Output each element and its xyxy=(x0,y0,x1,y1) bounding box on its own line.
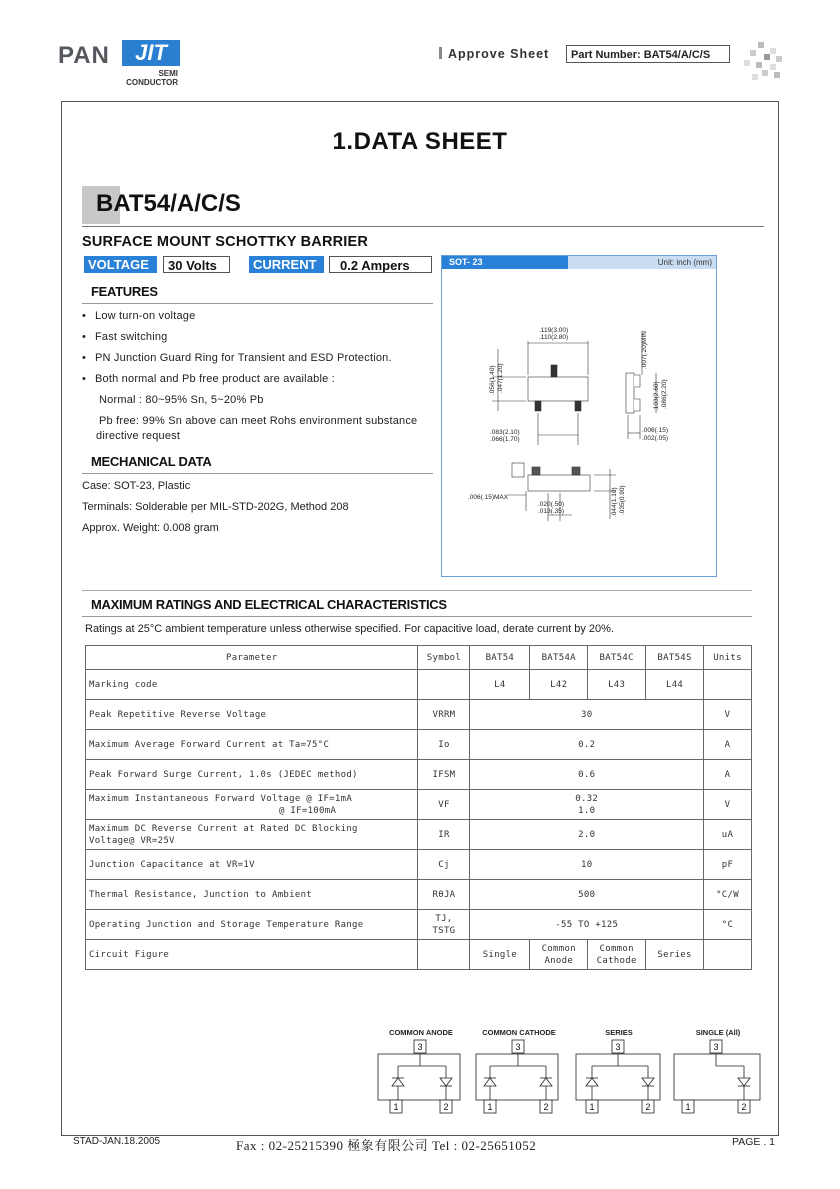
pin-label: 2 xyxy=(645,1102,651,1112)
table-row xyxy=(86,880,752,910)
mechanical-heading: MECHANICAL DATA xyxy=(91,454,212,469)
value-cell: L4 xyxy=(470,670,530,700)
ratings-divider xyxy=(82,616,752,617)
symbol-cell: VRRM xyxy=(418,700,470,730)
feature-item: • Both normal and Pb free product are available : xyxy=(82,373,335,385)
table-row xyxy=(86,790,752,820)
mechanical-line: Case: SOT-23, Plastic xyxy=(82,480,191,492)
feature-item: • Fast switching xyxy=(82,331,168,343)
footer-doc-id: STAD-JAN.18.2005 xyxy=(73,1136,161,1147)
symbol-cell xyxy=(418,940,470,970)
value-cell: 500 xyxy=(470,880,704,910)
table-header-row xyxy=(86,646,752,670)
value-cell: Single xyxy=(470,940,530,970)
value-cell: 30 xyxy=(470,700,704,730)
param-line: Maximum DC Reverse Current at Rated DC Blocking xyxy=(89,823,358,834)
param-cell: Circuit Figure xyxy=(86,940,418,970)
feature-item: • Low turn-on voltage xyxy=(82,310,196,322)
unit-cell: A xyxy=(704,760,752,790)
feature-normal-line: Normal : 80~95% Sn, 5~20% Pb xyxy=(99,394,264,406)
logo-text-accent: JIT xyxy=(122,40,180,66)
dim-text: .007(.20)MIN xyxy=(641,331,648,369)
part-name: BAT54/A/C/S xyxy=(96,190,241,217)
param-cell: Junction Capacitance at VR=1V xyxy=(86,850,418,880)
dim-text: .103(2.60) xyxy=(653,381,660,411)
param-line-2: @ IF=100mA xyxy=(279,805,337,816)
param-cell: Peak Repetitive Reverse Voltage xyxy=(86,700,418,730)
pin-label: 3 xyxy=(515,1042,521,1052)
symbol-cell xyxy=(418,910,470,940)
dim-text: .083(2.10) xyxy=(490,429,520,436)
param-line: Maximum Instantaneous Forward Voltage @ IF=1mA xyxy=(89,793,353,804)
value-cell: 0.2 xyxy=(470,730,704,760)
column-header: BAT54S xyxy=(646,646,704,670)
package-unit: Unit: inch (mm) xyxy=(657,258,712,267)
circuit-label: COMMON CATHODE xyxy=(482,1028,556,1037)
param-cell: Peak Forward Surge Current, 1.0s (JEDEC method) xyxy=(86,760,418,790)
param-cell xyxy=(86,820,418,850)
unit-cell: A xyxy=(704,730,752,760)
mechanical-line: Terminals: Solderable per MIL-STD-202G, Method 208 xyxy=(82,501,349,513)
value-cell: -55 TO +125 xyxy=(470,910,704,940)
current-value-badge: 0.2 Ampers xyxy=(329,256,432,273)
logo-sub-line-2: CONDUCTOR xyxy=(126,78,178,87)
package-header xyxy=(442,256,716,269)
footer-page-number: PAGE . 1 xyxy=(732,1136,775,1148)
feature-pbfree-line-2: directive request xyxy=(96,430,181,442)
product-subtitle: SURFACE MOUNT SCHOTTKY BARRIER xyxy=(82,234,369,250)
value-cell: 2.0 xyxy=(470,820,704,850)
symbol-cell xyxy=(418,670,470,700)
mechanical-line: Approx. Weight: 0.008 gram xyxy=(82,522,219,534)
ratings-top-divider xyxy=(82,590,752,591)
ratings-table xyxy=(85,645,752,970)
dim-text: .013(.35) xyxy=(538,508,565,515)
unit-cell xyxy=(704,670,752,700)
column-header: Symbol xyxy=(418,646,470,670)
param-cell: Thermal Resistance, Junction to Ambient xyxy=(86,880,418,910)
table-row xyxy=(86,670,752,700)
pin-label: 2 xyxy=(741,1102,747,1112)
approve-sheet-label xyxy=(439,47,549,61)
pin-label: 1 xyxy=(487,1102,493,1112)
symbol-cell: IFSM xyxy=(418,760,470,790)
table-row xyxy=(86,820,752,850)
approve-bar-icon xyxy=(439,47,442,59)
current-label-badge: CURRENT xyxy=(249,256,324,273)
param-cell: Marking code xyxy=(86,670,418,700)
symbol-line: TJ, xyxy=(435,913,453,924)
feature-text: Low turn-on voltage xyxy=(95,310,196,322)
value-cell: L42 xyxy=(530,670,588,700)
mechanical-divider xyxy=(82,473,433,474)
symbol-cell: VF xyxy=(418,790,470,820)
dim-text: .044(1.10) xyxy=(611,487,618,517)
unit-cell: °C xyxy=(704,910,752,940)
approve-sheet-text: Approve Sheet xyxy=(448,47,550,61)
pin-label: 3 xyxy=(417,1042,423,1052)
unit-cell xyxy=(704,940,752,970)
dim-text: .002(.05) xyxy=(642,435,669,442)
param-cell: Operating Junction and Storage Temperature Range xyxy=(86,910,418,940)
value-cell: Common Cathode xyxy=(588,940,646,970)
circuit-label: SINGLE (All) xyxy=(695,1028,741,1037)
value-line: 0.32 xyxy=(575,793,599,804)
value-line-2: 1.0 xyxy=(578,805,596,816)
circuit-label: COMMON ANODE xyxy=(389,1028,453,1037)
unit-cell: pF xyxy=(704,850,752,880)
feature-text: PN Junction Guard Ring for Transient and ESD Protection. xyxy=(95,352,392,364)
checker-pattern-icon xyxy=(744,42,784,82)
package-drawing-box xyxy=(441,255,717,577)
value-cell: 0.6 xyxy=(470,760,704,790)
pin-label: 1 xyxy=(393,1102,399,1112)
feature-text: Fast switching xyxy=(95,331,168,343)
dim-text: .020(.50) xyxy=(538,501,565,508)
value-cell: Series xyxy=(646,940,704,970)
value-cell: L43 xyxy=(588,670,646,700)
unit-cell: °C/W xyxy=(704,880,752,910)
feature-item: • PN Junction Guard Ring for Transient and ESD Protection. xyxy=(82,352,392,364)
symbol-line-2: TSTG xyxy=(432,925,456,936)
logo-text-main: PAN xyxy=(58,42,110,69)
param-line-2: Voltage@ VR=25V xyxy=(89,835,175,846)
unit-cell: V xyxy=(704,700,752,730)
feature-text: Both normal and Pb free product are available : xyxy=(95,373,335,385)
pin-label: 3 xyxy=(713,1042,719,1052)
logo-sub-line-1: SEMI xyxy=(158,69,178,78)
param-cell xyxy=(86,790,418,820)
param-cell: Maximum Average Forward Current at Ta=75°C xyxy=(86,730,418,760)
value-cell: 10 xyxy=(470,850,704,880)
logo-subtext xyxy=(124,69,178,87)
feature-pbfree-line: Pb free: 99% Sn above can meet Rohs environment substance xyxy=(99,415,418,427)
dim-text: .035(0.90) xyxy=(619,485,626,515)
footer-contact: Fax : 02-25215390 極象有限公司 Tel : 02-25651052 xyxy=(236,1138,537,1153)
column-header: Parameter xyxy=(86,646,418,670)
dim-text: .006(.15)MAX xyxy=(468,494,509,501)
table-row xyxy=(86,940,752,970)
unit-cell: uA xyxy=(704,820,752,850)
dim-text: .119(3.00) xyxy=(539,327,569,334)
table-row xyxy=(86,730,752,760)
features-divider xyxy=(82,303,433,304)
pin-label: 1 xyxy=(589,1102,595,1112)
circuit-diagrams xyxy=(370,1036,770,1116)
part-name-divider xyxy=(82,226,764,227)
ratings-condition: Ratings at 25°C ambient temperature unless otherwise specified. For capacitive load, derate current by 20%. xyxy=(85,623,615,635)
pin-label: 2 xyxy=(443,1102,449,1112)
page-title: 1.DATA SHEET xyxy=(332,128,508,155)
column-header: BAT54C xyxy=(588,646,646,670)
voltage-label-badge: VOLTAGE xyxy=(84,256,157,273)
dim-text: .066(1.70) xyxy=(490,436,520,443)
sot23-outline-drawing xyxy=(442,269,716,576)
value-cell xyxy=(470,790,704,820)
part-number-box: Part Number: BAT54/A/C/S xyxy=(566,45,730,63)
pin-label: 2 xyxy=(543,1102,549,1112)
unit-cell: V xyxy=(704,790,752,820)
symbol-cell: RθJA xyxy=(418,880,470,910)
symbol-cell: Io xyxy=(418,730,470,760)
dim-text: .047(1.20) xyxy=(497,363,504,393)
dim-text: .056(1.40) xyxy=(489,365,496,395)
symbol-cell: Cj xyxy=(418,850,470,880)
dim-text: .086(2.20) xyxy=(661,379,668,409)
dim-text: .006(.15) xyxy=(642,427,669,434)
symbol-cell: IR xyxy=(418,820,470,850)
column-header: BAT54 xyxy=(470,646,530,670)
table-row xyxy=(86,700,752,730)
column-header: Units xyxy=(704,646,752,670)
column-header: BAT54A xyxy=(530,646,588,670)
table-row xyxy=(86,910,752,940)
value-cell: L44 xyxy=(646,670,704,700)
features-heading: FEATURES xyxy=(91,284,158,299)
pin-label: 3 xyxy=(615,1042,621,1052)
pin-label: 1 xyxy=(685,1102,691,1112)
value-cell: Common Anode xyxy=(530,940,588,970)
table-row xyxy=(86,760,752,790)
circuit-label: SERIES xyxy=(605,1028,633,1037)
company-logo xyxy=(58,38,188,88)
table-row xyxy=(86,850,752,880)
package-name: SOT- 23 xyxy=(442,256,568,269)
dim-text: .110(2.80) xyxy=(539,334,569,341)
voltage-value-badge: 30 Volts xyxy=(163,256,230,273)
ratings-heading: MAXIMUM RATINGS AND ELECTRICAL CHARACTERISTICS xyxy=(91,597,447,612)
